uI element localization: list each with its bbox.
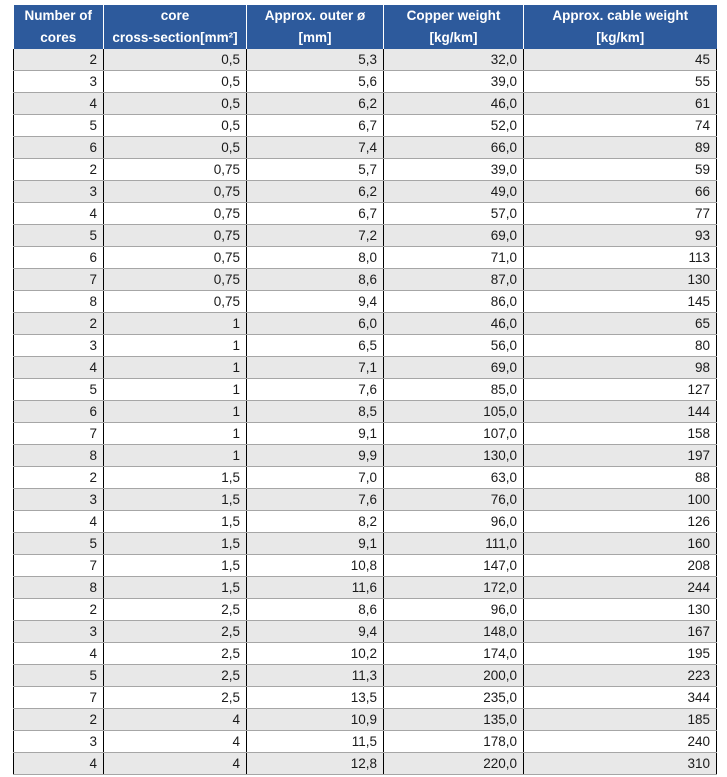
cell-cores: 3 — [14, 621, 104, 643]
cell-cores: 5 — [14, 379, 104, 401]
cell-copper-weight: 69,0 — [384, 357, 524, 379]
header-line: [kg/km] — [429, 30, 478, 45]
header-line: [mm] — [298, 30, 332, 45]
cell-cross-section: 4 — [104, 709, 247, 731]
cell-outer-diameter: 10,9 — [247, 709, 384, 731]
cell-cross-section: 2,5 — [104, 643, 247, 665]
cell-outer-diameter: 11,6 — [247, 577, 384, 599]
cell-outer-diameter: 9,1 — [247, 533, 384, 555]
cell-cores: 3 — [14, 335, 104, 357]
cell-cable-weight: 80 — [524, 335, 717, 357]
cell-cores: 4 — [14, 753, 104, 775]
table-row — [14, 665, 717, 687]
cell-cores: 3 — [14, 489, 104, 511]
header-line: Number of — [24, 8, 92, 23]
cell-cores: 7 — [14, 269, 104, 291]
cell-cable-weight: 89 — [524, 137, 717, 159]
cell-copper-weight: 52,0 — [384, 115, 524, 137]
cell-outer-diameter: 9,4 — [247, 621, 384, 643]
cell-copper-weight: 46,0 — [384, 313, 524, 335]
cell-outer-diameter: 6,7 — [247, 203, 384, 225]
cell-outer-diameter: 8,5 — [247, 401, 384, 423]
table-row — [14, 291, 717, 313]
cell-copper-weight: 174,0 — [384, 643, 524, 665]
cell-cores: 4 — [14, 511, 104, 533]
cell-cores: 4 — [14, 643, 104, 665]
cell-outer-diameter: 7,4 — [247, 137, 384, 159]
cell-outer-diameter: 9,9 — [247, 445, 384, 467]
table-row — [14, 137, 717, 159]
cell-copper-weight: 32,0 — [384, 49, 524, 71]
cell-cable-weight: 197 — [524, 445, 717, 467]
header-line: cross-section[mm²] — [112, 30, 238, 45]
cell-cross-section: 0,5 — [104, 71, 247, 93]
cell-cable-weight: 45 — [524, 49, 717, 71]
cell-cores: 4 — [14, 357, 104, 379]
cell-copper-weight: 130,0 — [384, 445, 524, 467]
cell-cross-section: 0,75 — [104, 247, 247, 269]
cell-outer-diameter: 6,2 — [247, 181, 384, 203]
cell-copper-weight: 135,0 — [384, 709, 524, 731]
table-row — [14, 555, 717, 577]
cell-cross-section: 1 — [104, 445, 247, 467]
cell-cores: 5 — [14, 115, 104, 137]
cell-cores: 2 — [14, 467, 104, 489]
table-body — [14, 49, 717, 775]
cell-cable-weight: 310 — [524, 753, 717, 775]
header-row — [14, 5, 717, 49]
table-row — [14, 269, 717, 291]
cell-copper-weight: 235,0 — [384, 687, 524, 709]
cell-cable-weight: 55 — [524, 71, 717, 93]
cell-copper-weight: 105,0 — [384, 401, 524, 423]
cell-cores: 3 — [14, 731, 104, 753]
cell-cross-section: 0,75 — [104, 203, 247, 225]
cell-cable-weight: 344 — [524, 687, 717, 709]
table-row — [14, 313, 717, 335]
cell-cores: 4 — [14, 93, 104, 115]
cell-copper-weight: 148,0 — [384, 621, 524, 643]
cell-copper-weight: 63,0 — [384, 467, 524, 489]
cell-cable-weight: 127 — [524, 379, 717, 401]
cell-outer-diameter: 6,0 — [247, 313, 384, 335]
cell-cores: 2 — [14, 599, 104, 621]
header-line: Approx. cable weight — [552, 8, 689, 23]
table-row — [14, 203, 717, 225]
cell-outer-diameter: 8,6 — [247, 269, 384, 291]
cell-copper-weight: 220,0 — [384, 753, 524, 775]
cell-cable-weight: 113 — [524, 247, 717, 269]
header-number-of-cores — [14, 5, 104, 49]
cell-copper-weight: 96,0 — [384, 599, 524, 621]
cell-cable-weight: 100 — [524, 489, 717, 511]
cell-cores: 2 — [14, 709, 104, 731]
cell-cable-weight: 130 — [524, 269, 717, 291]
cell-outer-diameter: 9,1 — [247, 423, 384, 445]
table-row — [14, 731, 717, 753]
cell-cable-weight: 160 — [524, 533, 717, 555]
cell-cable-weight: 130 — [524, 599, 717, 621]
cell-cross-section: 1,5 — [104, 533, 247, 555]
cell-outer-diameter: 8,6 — [247, 599, 384, 621]
cell-copper-weight: 96,0 — [384, 511, 524, 533]
cell-cores: 5 — [14, 533, 104, 555]
cell-copper-weight: 49,0 — [384, 181, 524, 203]
cell-outer-diameter: 9,4 — [247, 291, 384, 313]
cell-cross-section: 1,5 — [104, 489, 247, 511]
cell-cross-section: 1 — [104, 313, 247, 335]
cell-cross-section: 2,5 — [104, 599, 247, 621]
cell-cores: 3 — [14, 181, 104, 203]
header-line: cores — [40, 30, 77, 45]
cell-outer-diameter: 7,2 — [247, 225, 384, 247]
cell-copper-weight: 111,0 — [384, 533, 524, 555]
cell-cable-weight: 145 — [524, 291, 717, 313]
table-row — [14, 687, 717, 709]
cell-cross-section: 1 — [104, 423, 247, 445]
cell-cable-weight: 93 — [524, 225, 717, 247]
cell-cross-section: 1,5 — [104, 577, 247, 599]
cable-data-table — [13, 5, 717, 775]
cell-cable-weight: 74 — [524, 115, 717, 137]
table-row — [14, 159, 717, 181]
cell-cross-section: 0,75 — [104, 225, 247, 247]
cell-cross-section: 1,5 — [104, 511, 247, 533]
cell-cable-weight: 88 — [524, 467, 717, 489]
table-row — [14, 753, 717, 775]
cell-cores: 2 — [14, 159, 104, 181]
table-row — [14, 181, 717, 203]
cell-copper-weight: 86,0 — [384, 291, 524, 313]
table-row — [14, 93, 717, 115]
cell-cross-section: 1 — [104, 379, 247, 401]
cell-cores: 7 — [14, 555, 104, 577]
cell-copper-weight: 178,0 — [384, 731, 524, 753]
cell-outer-diameter: 7,6 — [247, 379, 384, 401]
cell-outer-diameter: 7,0 — [247, 467, 384, 489]
cell-cores: 7 — [14, 423, 104, 445]
cell-copper-weight: 85,0 — [384, 379, 524, 401]
cell-cross-section: 0,75 — [104, 159, 247, 181]
table-row — [14, 577, 717, 599]
cell-cross-section: 0,5 — [104, 115, 247, 137]
cell-cable-weight: 244 — [524, 577, 717, 599]
table-row — [14, 379, 717, 401]
cell-cores: 7 — [14, 687, 104, 709]
table-row — [14, 489, 717, 511]
cell-outer-diameter: 6,2 — [247, 93, 384, 115]
cell-outer-diameter: 12,8 — [247, 753, 384, 775]
cell-outer-diameter: 5,3 — [247, 49, 384, 71]
cell-copper-weight: 172,0 — [384, 577, 524, 599]
cell-copper-weight: 87,0 — [384, 269, 524, 291]
cell-cable-weight: 158 — [524, 423, 717, 445]
cell-cable-weight: 208 — [524, 555, 717, 577]
cell-cross-section: 2,5 — [104, 665, 247, 687]
table-row — [14, 401, 717, 423]
cell-copper-weight: 46,0 — [384, 93, 524, 115]
cell-cross-section: 1 — [104, 357, 247, 379]
cell-outer-diameter: 11,3 — [247, 665, 384, 687]
cell-copper-weight: 56,0 — [384, 335, 524, 357]
cell-copper-weight: 200,0 — [384, 665, 524, 687]
cell-outer-diameter: 5,7 — [247, 159, 384, 181]
cell-cable-weight: 59 — [524, 159, 717, 181]
cell-cross-section: 2,5 — [104, 621, 247, 643]
cell-cores: 8 — [14, 577, 104, 599]
cell-cores: 3 — [14, 71, 104, 93]
cell-copper-weight: 39,0 — [384, 71, 524, 93]
cell-cross-section: 0,5 — [104, 93, 247, 115]
table-row — [14, 599, 717, 621]
cell-outer-diameter: 11,5 — [247, 731, 384, 753]
table-row — [14, 643, 717, 665]
cell-cable-weight: 223 — [524, 665, 717, 687]
cell-cores: 6 — [14, 247, 104, 269]
cell-cores: 8 — [14, 291, 104, 313]
cell-cable-weight: 66 — [524, 181, 717, 203]
cell-copper-weight: 69,0 — [384, 225, 524, 247]
cell-cores: 2 — [14, 49, 104, 71]
cell-cores: 6 — [14, 401, 104, 423]
cell-cable-weight: 195 — [524, 643, 717, 665]
cell-cable-weight: 77 — [524, 203, 717, 225]
table-row — [14, 115, 717, 137]
header-copper-weight — [384, 5, 524, 49]
cell-copper-weight: 76,0 — [384, 489, 524, 511]
cell-outer-diameter: 10,8 — [247, 555, 384, 577]
cell-cable-weight: 167 — [524, 621, 717, 643]
table-header — [14, 5, 717, 49]
table-row — [14, 533, 717, 555]
table-row — [14, 511, 717, 533]
table-row — [14, 357, 717, 379]
table-row — [14, 621, 717, 643]
cell-outer-diameter: 8,0 — [247, 247, 384, 269]
header-line: core — [160, 8, 190, 23]
cell-cross-section: 1,5 — [104, 467, 247, 489]
cell-outer-diameter: 7,6 — [247, 489, 384, 511]
table-row — [14, 247, 717, 269]
cell-outer-diameter: 6,5 — [247, 335, 384, 357]
header-line: [kg/km] — [596, 30, 645, 45]
cell-copper-weight: 57,0 — [384, 203, 524, 225]
header-line: Approx. outer ø — [264, 8, 366, 23]
table-row — [14, 71, 717, 93]
cell-cable-weight: 185 — [524, 709, 717, 731]
cell-outer-diameter: 5,6 — [247, 71, 384, 93]
cell-cores: 2 — [14, 313, 104, 335]
cell-cores: 5 — [14, 665, 104, 687]
cell-cores: 4 — [14, 203, 104, 225]
cell-cross-section: 1 — [104, 401, 247, 423]
cell-copper-weight: 39,0 — [384, 159, 524, 181]
cell-cores: 8 — [14, 445, 104, 467]
cell-cross-section: 0,75 — [104, 269, 247, 291]
cell-outer-diameter: 7,1 — [247, 357, 384, 379]
cell-cable-weight: 65 — [524, 313, 717, 335]
cell-cable-weight: 240 — [524, 731, 717, 753]
cell-cross-section: 4 — [104, 753, 247, 775]
cell-cable-weight: 144 — [524, 401, 717, 423]
cell-cable-weight: 98 — [524, 357, 717, 379]
header-cable-weight — [524, 5, 717, 49]
cell-outer-diameter: 13,5 — [247, 687, 384, 709]
cell-copper-weight: 66,0 — [384, 137, 524, 159]
cell-cable-weight: 126 — [524, 511, 717, 533]
table-row — [14, 709, 717, 731]
table-row — [14, 225, 717, 247]
cell-cores: 6 — [14, 137, 104, 159]
cell-cores: 5 — [14, 225, 104, 247]
table-row — [14, 445, 717, 467]
cell-cable-weight: 61 — [524, 93, 717, 115]
header-outer-diameter — [247, 5, 384, 49]
cell-cross-section: 1 — [104, 335, 247, 357]
cell-cross-section: 4 — [104, 731, 247, 753]
table-row — [14, 467, 717, 489]
cell-outer-diameter: 10,2 — [247, 643, 384, 665]
cell-copper-weight: 107,0 — [384, 423, 524, 445]
cell-cross-section: 0,75 — [104, 291, 247, 313]
cell-cross-section: 1,5 — [104, 555, 247, 577]
cell-copper-weight: 71,0 — [384, 247, 524, 269]
cell-cross-section: 0,5 — [104, 49, 247, 71]
table-row — [14, 335, 717, 357]
header-line: Copper weight — [406, 8, 501, 23]
cell-cross-section: 2,5 — [104, 687, 247, 709]
cell-cross-section: 0,75 — [104, 181, 247, 203]
cell-outer-diameter: 6,7 — [247, 115, 384, 137]
header-core-cross-section — [104, 5, 247, 49]
table-row — [14, 49, 717, 71]
cell-cross-section: 0,5 — [104, 137, 247, 159]
cell-outer-diameter: 8,2 — [247, 511, 384, 533]
cell-copper-weight: 147,0 — [384, 555, 524, 577]
table-row — [14, 423, 717, 445]
cable-data-table-container — [13, 5, 716, 775]
